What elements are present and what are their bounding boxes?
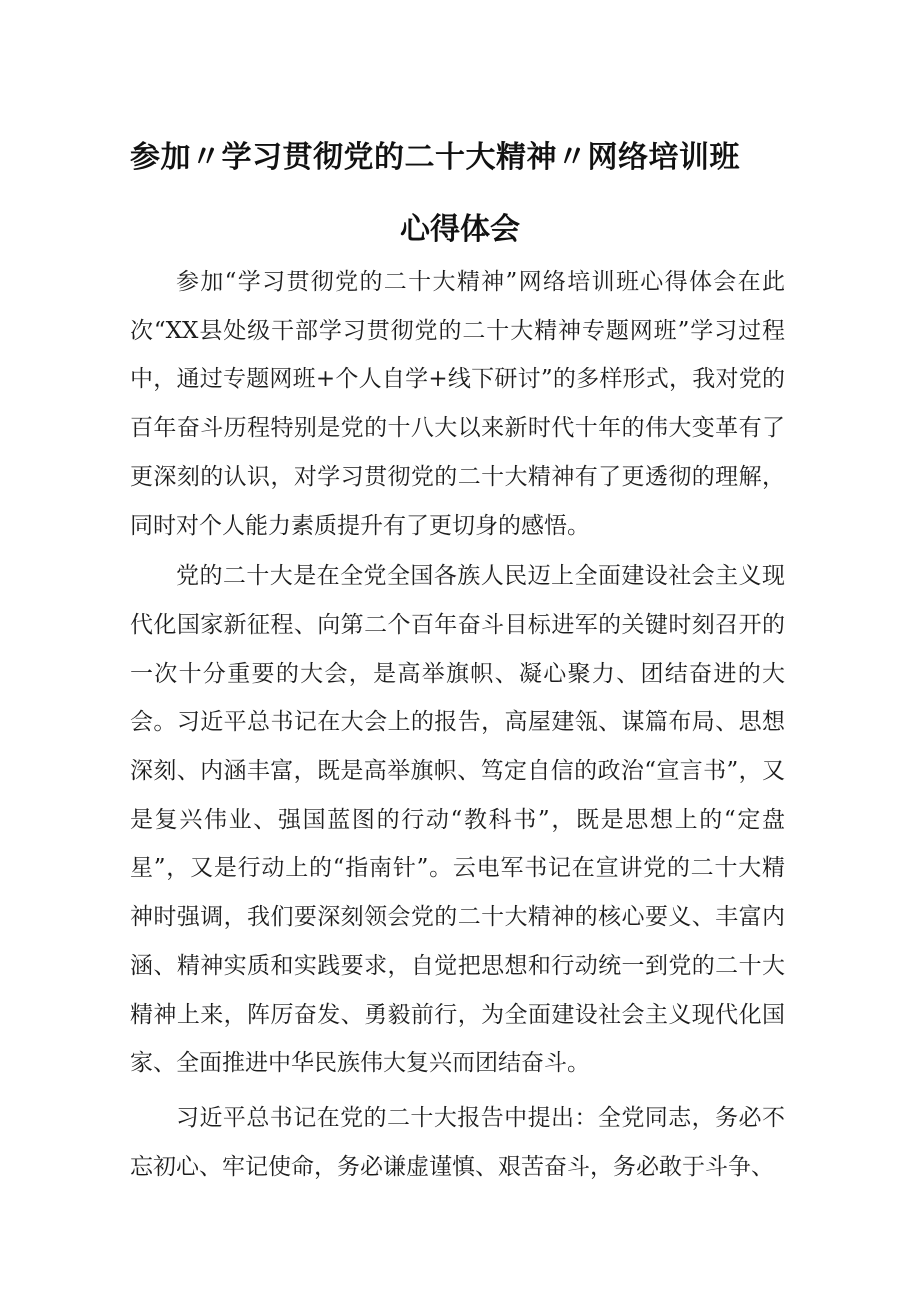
body-paragraph-3: 习近平总书记在党的二十大报告中提出：全党同志，务必不忘初心、牢记使命，务必谦虚谨慎、艰苦奋斗，务必敢于斗争、 [130,1104,785,1180]
document-body [130,258,785,1191]
document-title-line-2: 心得体会 [400,212,520,247]
body-paragraph-1: 参加“学习贯彻党的二十大精神”网络培训班心得体会在此次“XX县处级干部学习贯彻党的二十大精神专题网班”学习过程中，通过专题网班+个人自学+线下研讨”的多样形式，我对党的百年奋斗历程特别是党的十八大以来新时代十年的伟大变革有了更深刻的认识，对学习贯彻党的二十大精神有了更透彻的理解，同时对个人能力素质提升有了更切身的感悟。 [130,269,785,539]
document-title-line-1: 参加〃学习贯彻党的二十大精神〃网络培训班 [130,140,740,175]
body-paragraph-2: 党的二十大是在全党全国各族人民迈上全面建设社会主义现代化国家新征程、向第二个百年奋斗目标进军的关键时刻召开的一次十分重要的大会，是高举旗帜、凝心聚力、团结奋进的大会。习近平总书记在大会上的报告，高屋建瓴、谋篇布局、思想深刻、内涵丰富，既是高举旗帜、笃定自信的政治“宣言书”，又是复兴伟业、强国蓝图的行动“教科书”，既是思想上的“定盘星”，又是行动上的“指南针”。云电军书记在宣讲党的二十大精神时强调，我们要深刻领会党的二十大精神的核心要义、丰富内涵、精神实质和实践要求，自觉把思想和行动统一到党的二十大精神上来，阵厉奋发、勇毅前行，为全面建设社会主义现代化国家、全面推进中华民族伟大复兴而团结奋斗。 [130,563,785,1077]
